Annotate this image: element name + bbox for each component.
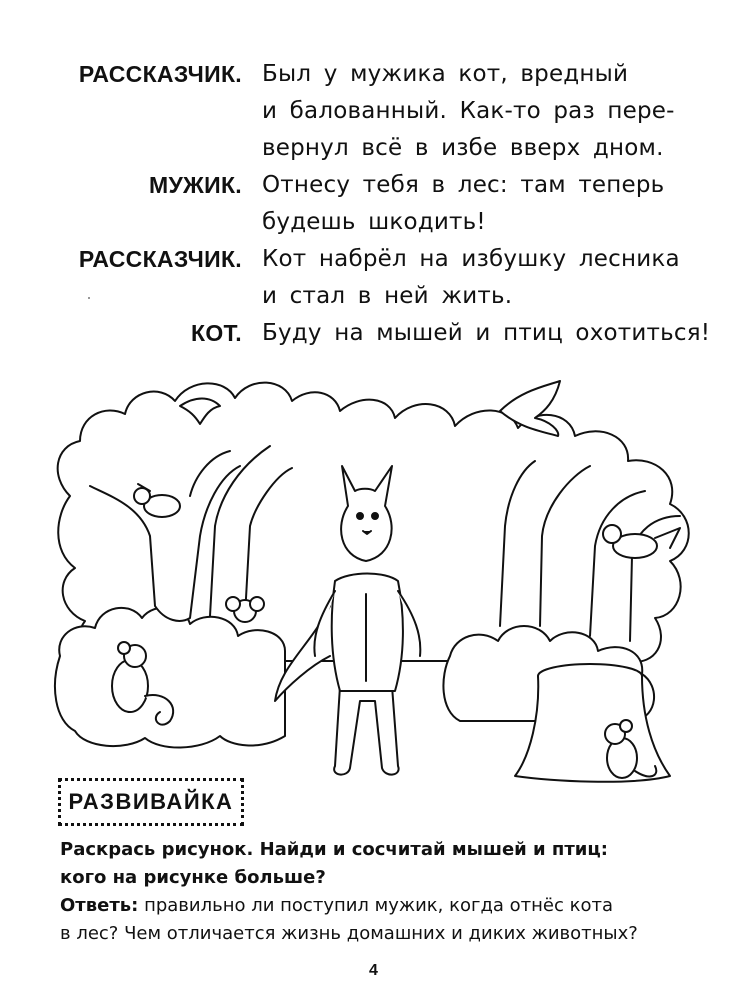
- speech-text: и балованный. Как-то раз пере-: [262, 98, 675, 124]
- speech-text: Кот набрёл на избушку лесника: [262, 246, 680, 272]
- cat-body: [332, 574, 403, 692]
- dialogue-line: [0, 278, 747, 315]
- speech-text: Был у мужика кот, вредный: [262, 61, 629, 87]
- dialogue-line: [0, 204, 747, 241]
- dialogue-line: [0, 315, 747, 352]
- dialogue-line: [0, 241, 747, 278]
- task-question: в лес? Чем отличается жизнь домашних и диких животных?: [60, 923, 638, 944]
- dialogue-line: [0, 56, 747, 93]
- speck: [88, 297, 90, 299]
- speech-text: и стал в ней жить.: [262, 283, 513, 309]
- page-number: 4: [369, 962, 378, 979]
- cat-legs: [334, 686, 398, 775]
- speech-text: Буду на мышей и птиц охотиться!: [262, 320, 711, 346]
- section-badge-label: РАЗВИВАЙКА: [68, 789, 234, 814]
- task-block: [60, 836, 720, 948]
- question-text: правильно ли поступил мужик, когда отнёс кота: [138, 895, 614, 916]
- task-question: [60, 892, 720, 920]
- dialogue-line: [0, 93, 747, 130]
- speaker-name: МУЖИК.: [148, 172, 242, 198]
- dialogue-line: [0, 130, 747, 167]
- speaker-name: РАССКАЗЧИК.: [78, 246, 242, 272]
- task-instruction: кого на рисунке больше?: [60, 867, 326, 888]
- task-instruction: Раскрась рисунок. Найди и сосчитай мышей и птиц:: [60, 839, 608, 860]
- speech-text: вернул всё в избе вверх дном.: [262, 135, 664, 161]
- speech-text: будешь шкодить!: [262, 209, 486, 235]
- section-badge: [58, 778, 244, 826]
- dialogue-line: [0, 167, 747, 204]
- question-label: Ответь:: [60, 895, 139, 916]
- dialogue: [0, 56, 747, 352]
- speaker-name: КОТ.: [191, 320, 242, 346]
- speech-text: Отнесу тебя в лес: там теперь: [262, 172, 665, 198]
- coloring-illustration: [30, 356, 720, 796]
- speaker-name: РАССКАЗЧИК.: [78, 61, 242, 87]
